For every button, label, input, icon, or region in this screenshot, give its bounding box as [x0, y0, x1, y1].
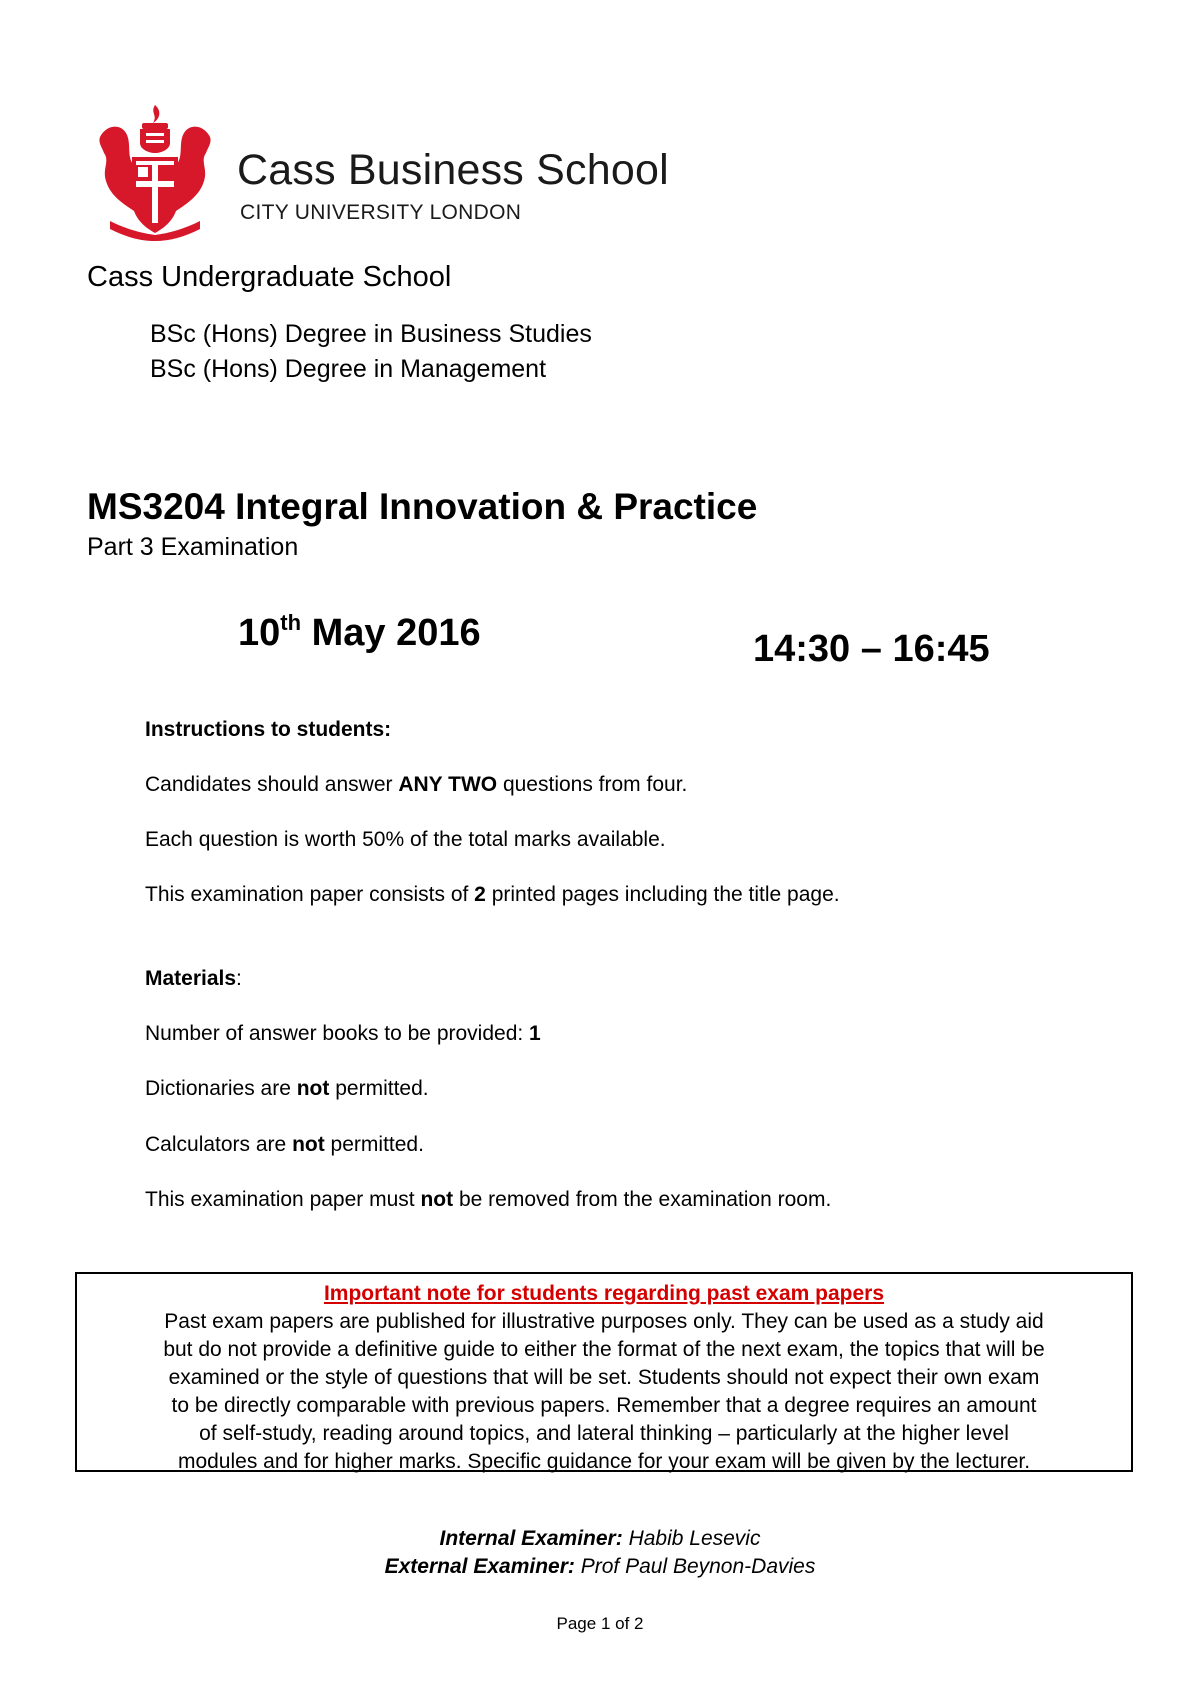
exam-day-suffix: th [280, 610, 302, 635]
text-segment: printed pages including the title page. [485, 883, 840, 906]
notice-body [77, 1308, 1131, 1476]
exam-month-year: May 2016 [301, 612, 481, 654]
text-emphasis: not [420, 1188, 454, 1211]
instruction-pages [145, 883, 840, 907]
university-name: CITY UNIVERSITY LONDON [240, 201, 522, 224]
materials-calculators [145, 1133, 424, 1157]
examiner-label: External Examiner: [384, 1555, 575, 1578]
notice-line: to be directly comparable with previous papers. Remember that a degree requires an amount [171, 1394, 1037, 1417]
text-segment: questions from four. [497, 773, 688, 796]
notice-line: but do not provide a definitive guide to either the format of the next exam, the topics that will be [163, 1338, 1045, 1361]
text-emphasis: not [296, 1077, 330, 1100]
notice-line: Past exam papers are published for illustrative purposes only. They can be used as a study aid [164, 1310, 1044, 1333]
exam-day: 10 [238, 612, 281, 654]
notice-title: Important note for students regarding past exam papers [323, 1282, 885, 1305]
notice-line: examined or the style of questions that will be set. Students should not expect their own exam [168, 1366, 1040, 1389]
text-segment: be removed from the examination room. [453, 1188, 832, 1211]
text-segment: Dictionaries are [145, 1077, 297, 1100]
text-segment: permitted. [329, 1077, 429, 1100]
materials-removal [145, 1188, 831, 1212]
text-segment: This examination paper consists of [145, 883, 475, 906]
page-number: Page 1 of 2 [556, 1614, 644, 1633]
degree-line: BSc (Hons) Degree in Management [150, 355, 547, 383]
examiner-name: Prof Paul Beynon-Davies [574, 1555, 816, 1578]
exam-time: 14:30 – 16:45 [753, 628, 990, 670]
text-segment: permitted. [324, 1133, 424, 1156]
text-segment: : [236, 967, 242, 990]
text-emphasis: ANY TWO [398, 773, 498, 796]
text-emphasis: 1 [529, 1022, 541, 1045]
materials-dictionaries [145, 1077, 429, 1101]
text-segment: Calculators are [145, 1133, 293, 1156]
text-segment: This examination paper must [145, 1188, 421, 1211]
school-name: Cass Undergraduate School [87, 261, 452, 293]
course-title: MS3204 Integral Innovation & Practice [87, 486, 758, 527]
examiner-label: Internal Examiner: [439, 1527, 623, 1550]
instruction-worth: Each question is worth 50% of the total marks available. [145, 828, 666, 851]
internal-examiner [0, 1527, 1200, 1551]
exam-date [238, 612, 481, 655]
school-logo-name: Cass Business School [237, 146, 669, 194]
text-segment: Number of answer books to be provided: [145, 1022, 530, 1045]
cass-crest-icon [96, 103, 214, 243]
degree-line: BSc (Hons) Degree in Business Studies [150, 320, 592, 348]
notice-line: modules and for higher marks. Specific guidance for your exam will be given by the lecturer. [177, 1450, 1031, 1473]
examiner-name: Habib Lesevic [622, 1527, 761, 1550]
text-emphasis: not [292, 1133, 325, 1156]
exam-part: Part 3 Examination [87, 533, 299, 561]
materials-heading [145, 967, 242, 991]
notice-line: of self-study, reading around topics, and lateral thinking – particularly at the higher level [199, 1422, 1009, 1445]
external-examiner [0, 1555, 1200, 1579]
materials-answer-books [145, 1022, 541, 1046]
instruction-answer [145, 773, 687, 797]
instructions-heading: Instructions to students: [145, 718, 392, 741]
text-emphasis: Materials [145, 967, 237, 990]
text-emphasis: 2 [474, 883, 486, 906]
text-segment: Candidates should answer [145, 773, 399, 796]
past-papers-notice [75, 1272, 1133, 1472]
